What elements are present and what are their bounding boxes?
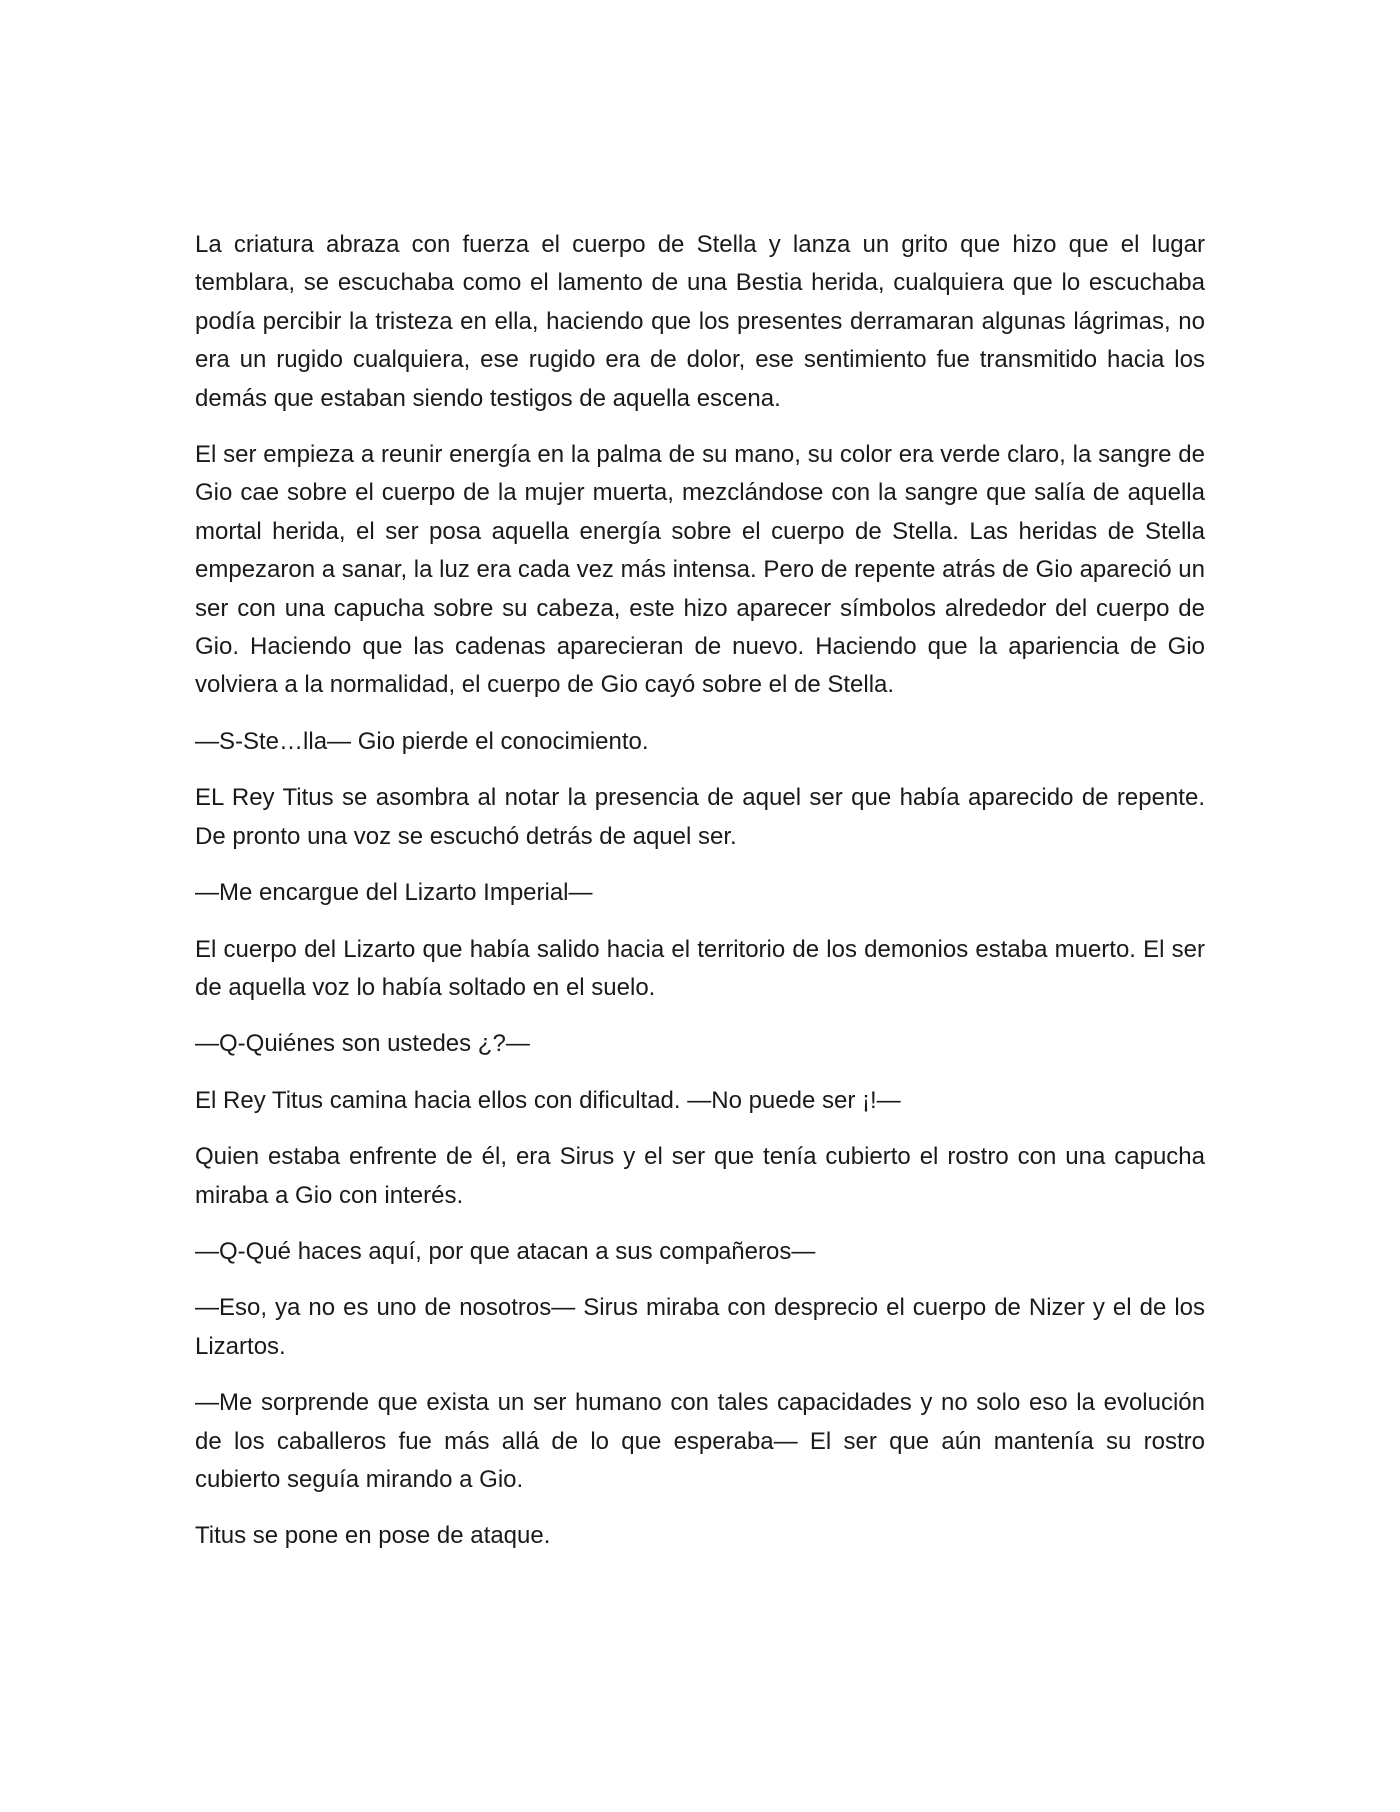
paragraph-10: —Q-Qué haces aquí, por que atacan a sus compañeros— (195, 1237, 816, 1265)
paragraph-5: —Me encargue del Lizarto Imperial— (195, 879, 593, 907)
paragraph-7: —Q-Quiénes son ustedes ¿?— (195, 1030, 530, 1058)
paragraph-8: El Rey Titus camina hacia ellos con dificultad. —No puede ser ¡!— (195, 1086, 901, 1114)
paragraph-4: EL Rey Titus se asombra al notar la presencia de aquel ser que había aparecido de repente. De pronto una voz se escuchó detrás de aquel ser. (195, 784, 1205, 850)
paragraph-1: La criatura abraza con fuerza el cuerpo de Stella y lanza un grito que hizo que el lugar temblara, se escuchaba como el lamento de una Bestia herida, cualquiera que lo escuchaba podía percibir la tristeza en ella, haciendo que los presentes derramaran algunas lágrimas, no era un rugido cualquiera, ese rugido era de dolor, ese sentimiento fue transmitido hacia los demás que estaban siendo testigos de aquella escena. (195, 231, 1205, 412)
paragraph-11: —Eso, ya no es uno de nosotros— Sirus miraba con desprecio el cuerpo de Nizer y el de los Lizartos. (195, 1294, 1205, 1360)
document-page (195, 226, 1205, 1574)
paragraph-9: Quien estaba enfrente de él, era Sirus y el ser que tenía cubierto el rostro con una capucha miraba a Gio con interés. (195, 1143, 1205, 1209)
paragraph-2: El ser empieza a reunir energía en la palma de su mano, su color era verde claro, la sangre de Gio cae sobre el cuerpo de la mujer muerta, mezclándose con la sangre que salía de aquella mortal herida, el ser posa aquella energía sobre el cuerpo de Stella. Las heridas de Stella empezaron a sanar, la luz era cada vez más intensa. Pero de repente atrás de Gio apareció un ser con una capucha sobre su cabeza, este hizo aparecer símbolos alrededor del cuerpo de Gio. Haciendo que las cadenas aparecieran de nuevo. Haciendo que la apariencia de Gio volviera a la normalidad, el cuerpo de Gio cayó sobre el de Stella. (195, 441, 1205, 699)
paragraph-12: —Me sorprende que exista un ser humano con tales capacidades y no solo eso la evolución de los caballeros fue más allá de lo que esperaba— El ser que aún mantenía su rostro cubierto seguía mirando a Gio. (195, 1389, 1205, 1493)
paragraph-13: Titus se pone en pose de ataque. (195, 1522, 551, 1550)
paragraph-3: —S-Ste…lla— Gio pierde el conocimiento. (195, 727, 649, 755)
paragraph-6: El cuerpo del Lizarto que había salido hacia el territorio de los demonios estaba muerto. El ser de aquella voz lo había soltado en el suelo. (195, 935, 1205, 1001)
